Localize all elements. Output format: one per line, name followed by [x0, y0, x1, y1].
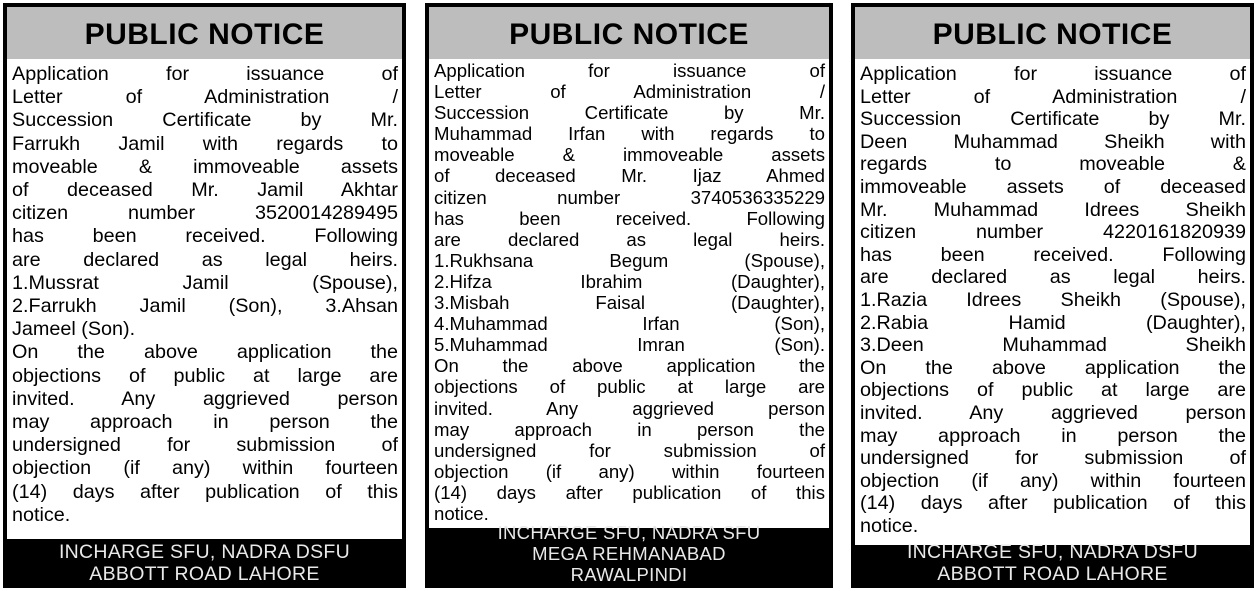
notice-line: objections of public at large are — [12, 364, 398, 387]
notice-line: 2.Rabia Hamid (Daughter), — [860, 311, 1246, 334]
notice-line: Application for issuance of — [434, 60, 825, 81]
notice-line: objection (if any) within fourteen — [860, 469, 1246, 492]
notice-line: Letter of Administration / — [434, 81, 825, 103]
notice-line: may approach in person the — [434, 418, 825, 440]
notice-line: moveable & immoveable assets — [12, 155, 398, 178]
notice-line: Muhammad Irfan with regards to — [434, 123, 825, 145]
notice-line: Succession Certificate by Mr. — [860, 108, 1246, 131]
notice-line: Deen Muhammad Sheikh with — [860, 130, 1246, 153]
notice-line: 1.Mussrat Jamil (Spouse), — [12, 271, 398, 294]
notice-line: Letter of Administration / — [12, 86, 398, 109]
footer-line: INCHARGE SFU, NADRA DSFU — [906, 541, 1199, 563]
footer-line: ABBOTT ROAD LAHORE — [89, 563, 320, 585]
notice-footer — [7, 541, 402, 585]
footer-line: ABBOTT ROAD LAHORE — [937, 563, 1168, 585]
notice-line: immoveable assets of deceased — [860, 175, 1246, 198]
notice-line: are declared as legal heirs. — [12, 248, 398, 271]
notice-line: 3.Deen Muhammad Sheikh — [860, 334, 1246, 357]
notice-line: has been received. Following — [860, 243, 1246, 266]
public-notice-2 — [425, 3, 833, 588]
notice-footer — [855, 541, 1250, 585]
notice-line: moveable & immoveable assets — [434, 144, 825, 166]
footer-line: INCHARGE SFU, NADRA SFU — [497, 522, 761, 543]
notice-body — [855, 59, 1250, 545]
notice-line: has been received. Following — [434, 207, 825, 229]
notice-line: Farrukh Jamil with regards to — [12, 132, 398, 155]
notice-line: (14) days after publication of this — [434, 481, 825, 503]
public-notice-1 — [3, 3, 406, 588]
notice-line: notice. — [12, 503, 71, 526]
footer-line: MEGA REHMANABAD — [532, 543, 726, 564]
notice-line: regards to moveable & — [860, 153, 1246, 176]
notice-line: of deceased Mr. Jamil Akhtar — [12, 179, 398, 202]
notice-title: PUBLIC NOTICE — [7, 7, 402, 59]
notice-line: notice. — [434, 502, 489, 524]
notice-line: 2.Farrukh Jamil (Son), 3.Ahsan — [12, 295, 398, 318]
notice-footer — [429, 522, 829, 585]
notice-line: On the above application the — [860, 356, 1246, 379]
public-notice-3 — [851, 3, 1254, 588]
notice-line: has been received. Following — [12, 225, 398, 248]
notice-line: Application for issuance of — [860, 63, 1246, 85]
notice-line: On the above application the — [434, 355, 825, 377]
notice-line: (14) days after publication of this — [12, 480, 398, 503]
notice-line: citizen number 3740536335229 — [434, 186, 825, 208]
notice-line: (14) days after publication of this — [860, 492, 1246, 515]
footer-line: INCHARGE SFU, NADRA DSFU — [58, 541, 351, 563]
notice-line: objections of public at large are — [434, 376, 825, 398]
notice-line: undersigned for submission of — [860, 447, 1246, 470]
notice-line: invited. Any aggrieved person — [860, 401, 1246, 424]
notice-line: 3.Misbah Faisal (Daughter), — [434, 292, 825, 314]
notice-line: 1.Rukhsana Begum (Spouse), — [434, 249, 825, 271]
footer-line: RAWALPINDI — [570, 564, 688, 585]
notice-line: objection (if any) within fourteen — [12, 457, 398, 480]
notice-line: invited. Any aggrieved person — [12, 387, 398, 410]
notice-line: Application for issuance of — [12, 63, 398, 85]
notice-line: 1.Razia Idrees Sheikh (Spouse), — [860, 288, 1246, 311]
notice-line: are declared as legal heirs. — [434, 228, 825, 250]
notice-line: objections of public at large are — [860, 379, 1246, 402]
notice-line: are declared as legal heirs. — [860, 266, 1246, 289]
notice-line: Succession Certificate by Mr. — [12, 109, 398, 132]
notice-line: invited. Any aggrieved person — [434, 397, 825, 419]
notice-line: objection (if any) within fourteen — [434, 460, 825, 482]
notice-body — [7, 59, 402, 539]
notice-line: 2.Hifza Ibrahim (Daughter), — [434, 270, 825, 292]
notice-line: Jameel (Son). — [12, 318, 136, 341]
notice-line: Succession Certificate by Mr. — [434, 102, 825, 124]
notice-line: of deceased Mr. Ijaz Ahmed — [434, 165, 825, 187]
notice-line: Letter of Administration / — [860, 85, 1246, 108]
notice-line: citizen number 3520014289495 — [12, 202, 398, 225]
notice-line: may approach in person the — [12, 411, 398, 434]
notice-line: 4.Muhammad Irfan (Son), — [434, 313, 825, 335]
notice-title: PUBLIC NOTICE — [429, 7, 829, 59]
notice-line: 5.Muhammad Imran (Son). — [434, 334, 825, 356]
notice-line: may approach in person the — [860, 424, 1246, 447]
notice-line: undersigned for submission of — [12, 434, 398, 457]
notice-line: undersigned for submission of — [434, 439, 825, 461]
notice-body — [429, 59, 829, 528]
notice-line: notice. — [860, 514, 919, 537]
notice-line: Mr. Muhammad Idrees Sheikh — [860, 198, 1246, 221]
notice-title: PUBLIC NOTICE — [855, 7, 1250, 59]
notice-line: On the above application the — [12, 341, 398, 364]
notice-line: citizen number 4220161820939 — [860, 221, 1246, 244]
